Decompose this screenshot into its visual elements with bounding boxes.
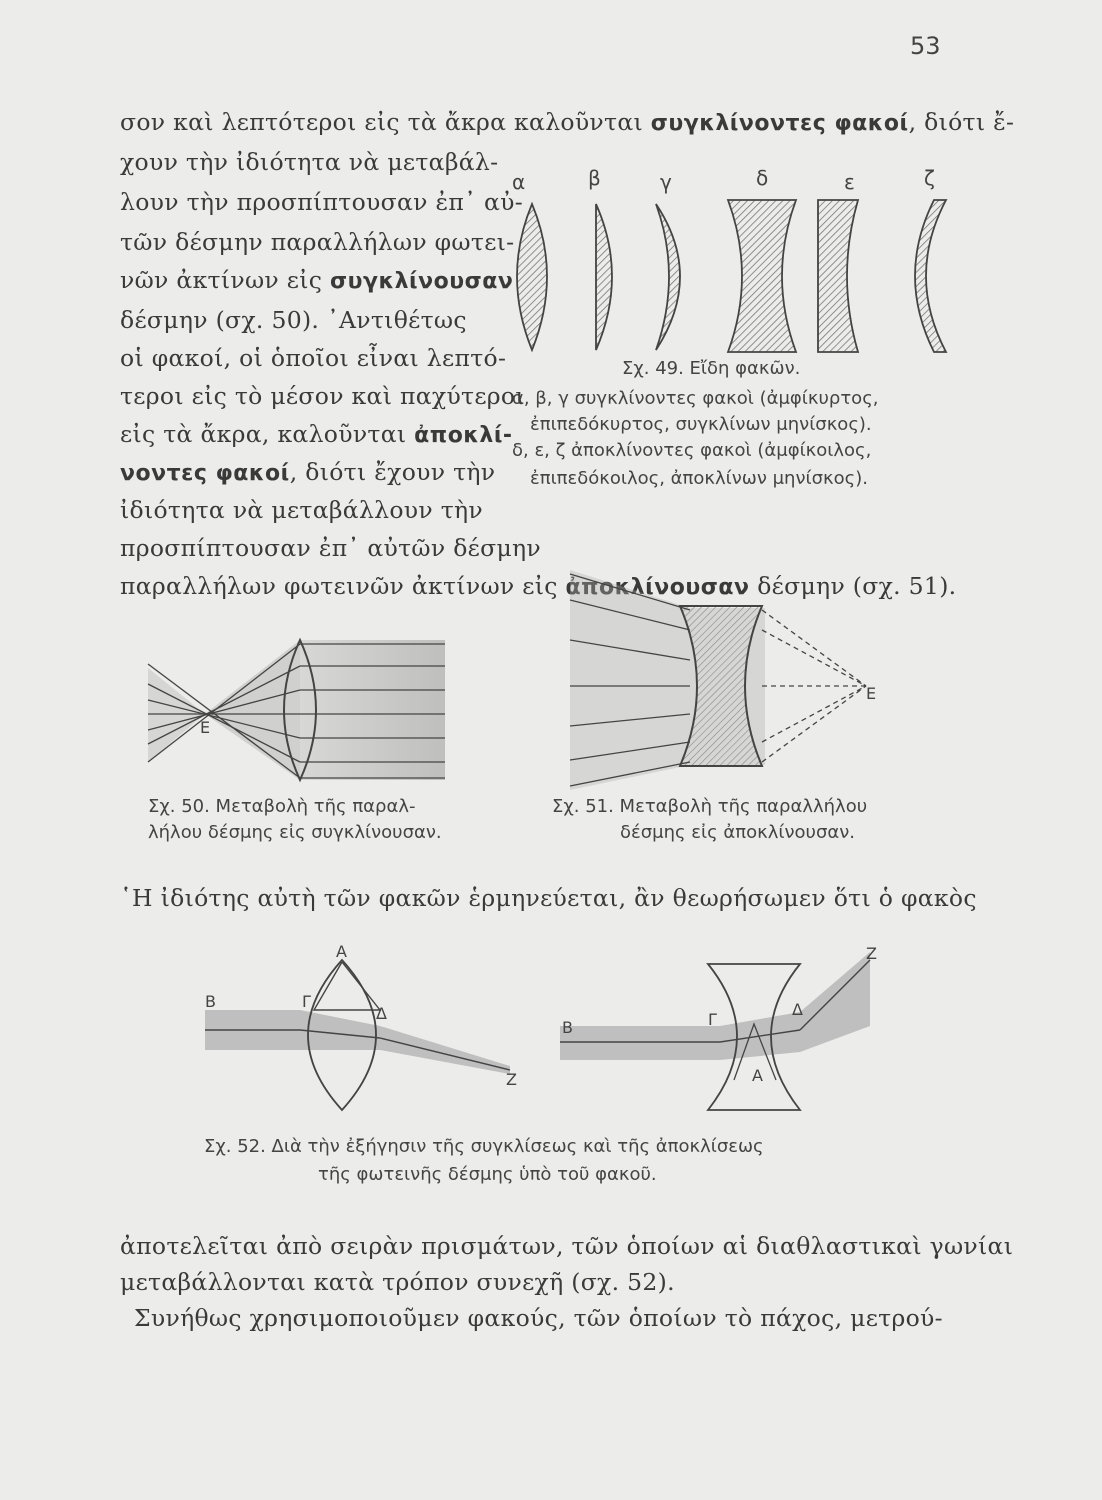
text-line: προσπίπτουσαν ἐπ᾽ αὐτῶν δέσμην bbox=[120, 534, 542, 562]
fig50-caption-line: λήλου δέσμης εἰς συγκλίνουσαν. bbox=[148, 822, 442, 843]
fig49-caption-line: ἐπιπεδόκοιλος, ἀποκλίνων μηνίσκος). bbox=[530, 468, 868, 489]
label-right-D: Δ bbox=[792, 1000, 803, 1019]
prism-converging bbox=[205, 960, 510, 1110]
fig52-caption-line: τῆς φωτεινῆς δέσμης ὑπὸ τοῦ φακοῦ. bbox=[318, 1164, 657, 1185]
bold-term: συγκλίνοντες φακοί bbox=[650, 111, 909, 136]
text-run: , διότι ἔ- bbox=[908, 108, 1015, 136]
bold-term: συγκλίνουσαν bbox=[330, 269, 514, 294]
fig49-caption-line: ἐπιπεδόκυρτος, συγκλίνων μηνίσκος). bbox=[530, 414, 872, 435]
text-line: μεταβάλλονται κατὰ τρόπον συνεχῆ (σχ. 52). bbox=[120, 1268, 675, 1296]
lens-letter-beta: β bbox=[588, 166, 601, 190]
bold-term: ἀποκλί- bbox=[414, 423, 513, 448]
lens-letter-epsilon: ε bbox=[844, 170, 855, 194]
label-left-B: B bbox=[205, 992, 216, 1011]
label-left-Z: Z bbox=[506, 1070, 517, 1089]
fig50-caption-line: Σχ. 50. Μεταβολὴ τῆς παραλ- bbox=[148, 796, 416, 817]
text-line: οἱ φακοί, οἱ ὁποῖοι εἶναι λεπτό- bbox=[120, 344, 507, 372]
text-line: δέσμην (σχ. 50). ᾽Αντιθέτως bbox=[120, 306, 467, 334]
text-line: τεροι εἰς τὸ μέσον καὶ παχύτεροι bbox=[120, 382, 525, 410]
focus-label-51: E bbox=[866, 684, 877, 703]
prism-diverging bbox=[560, 952, 870, 1110]
fig49-caption-title: Σχ. 49. Εἴδη φακῶν. bbox=[622, 358, 801, 379]
label-right-G: Γ bbox=[708, 1010, 717, 1029]
text-run: σον καὶ λεπτότεροι εἰς τὰ ἄκρα καλοῦνται bbox=[120, 108, 651, 136]
focus-label-50: E bbox=[200, 718, 211, 737]
fig49-caption-line: α, β, γ συγκλίνοντες φακοὶ (ἀμφίκυρτος, bbox=[512, 388, 879, 409]
text-line: λουν τὴν προσπίπτουσαν ἐπ᾽ αὐ- bbox=[120, 188, 523, 216]
lens-letter-alpha: α bbox=[512, 170, 526, 194]
page-number: 53 bbox=[910, 32, 941, 60]
lens-letter-delta: δ bbox=[756, 166, 769, 190]
label-right-Z: Z bbox=[866, 944, 877, 963]
label-right-B: B bbox=[562, 1018, 573, 1037]
label-left-G: Γ bbox=[302, 992, 311, 1011]
text-run: νῶν ἀκτίνων εἰς bbox=[120, 266, 331, 294]
text-run: , διότι ἔχουν τὴν bbox=[289, 458, 496, 486]
label-left-D: Δ bbox=[376, 1004, 387, 1023]
fig51-caption-line: Σχ. 51. Μεταβολὴ τῆς παραλλήλου bbox=[552, 796, 868, 817]
text-line: τῶν δέσμην παραλλήλων φωτει- bbox=[120, 228, 515, 256]
lens-letter-zeta: ζ bbox=[924, 166, 935, 190]
text-line: ἰδιότητα νὰ μεταβάλλουν τὴν bbox=[120, 496, 483, 524]
bold-term: ἀποκλίνουσαν bbox=[565, 575, 750, 600]
bold-term: νοντες φακοί bbox=[120, 461, 290, 486]
label-right-A: A bbox=[752, 1066, 763, 1085]
lens-letter-gamma: γ bbox=[660, 170, 672, 194]
text-line: Συνήθως χρησιμοποιοῦμεν φακούς, τῶν ὁποίων τὸ πάχος, μετρού- bbox=[134, 1304, 943, 1332]
label-left-A: A bbox=[336, 942, 347, 961]
text-line: ῾Η ἰδιότης αὐτὴ τῶν φακῶν ἑρμηνεύεται, ἂν θεωρήσωμεν ὅτι ὁ φακὸς bbox=[120, 884, 977, 912]
text-run: εἰς τὰ ἄκρα, καλοῦνται bbox=[120, 420, 415, 448]
text-line: ἀποτελεῖται ἀπὸ σειρὰν πρισμάτων, τῶν ὁποίων αἱ διαθλαστικαὶ γωνίαι bbox=[120, 1232, 1014, 1260]
text-line: χουν τὴν ἰδιότητα νὰ μεταβάλ- bbox=[120, 148, 499, 176]
text-run: παραλλήλων φωτεινῶν ἀκτίνων εἰς bbox=[120, 572, 566, 600]
fig52-caption-line: Σχ. 52. Διὰ τὴν ἐξήγησιν τῆς συγκλίσεως καὶ τῆς ἀποκλίσεως bbox=[204, 1136, 764, 1157]
fig49-caption-line: δ, ε, ζ ἀποκλίνοντες φακοὶ (ἀμφίκοιλος, bbox=[512, 440, 872, 461]
fig51-caption-line: δέσμης εἰς ἀποκλίνουσαν. bbox=[620, 822, 856, 843]
text-run: δέσμην (σχ. 51). bbox=[749, 572, 957, 600]
